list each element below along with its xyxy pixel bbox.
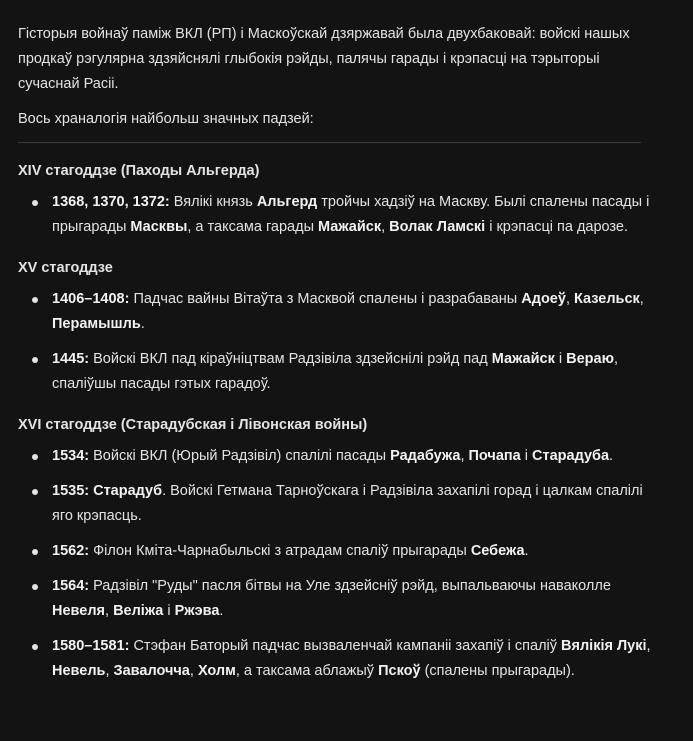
highlight-text: Вераю [566, 351, 614, 367]
highlight-text: Старадуба [532, 448, 610, 464]
event-text: . [140, 316, 145, 332]
event-text: , [646, 638, 651, 654]
event-text: , [189, 663, 198, 679]
event-text: , спаліўшы пасады гэтых гарадоў. [52, 351, 618, 392]
event-text: і крэпасці па дарозе. [485, 219, 629, 235]
highlight-text: Вялікія Лукі [561, 638, 647, 654]
highlight-text: Завалочча [113, 663, 190, 679]
highlight-text: 1580–1581: [52, 638, 130, 654]
event-item [52, 634, 653, 684]
highlight-text: Невель [52, 663, 106, 679]
event-item [52, 190, 653, 240]
event-text: , а таксама аблажыў [235, 663, 379, 679]
event-text: , [381, 219, 390, 235]
highlight-text: Веліжа [113, 603, 164, 619]
event-list [18, 287, 653, 397]
event-item [52, 479, 653, 529]
event-text: Войскі ВКЛ пад кіраўніцтвам Радзівіла здзейснілі рэйд пад [89, 351, 492, 367]
highlight-text: Невеля [52, 603, 105, 619]
event-text: і [554, 351, 567, 367]
event-text: Радзівіл "Руды" пасля бітвы на Уле здзейсніў рэйд, выпальваючы наваколле [89, 578, 611, 594]
highlight-text: 1445: [52, 351, 90, 367]
event-text: , [105, 663, 114, 679]
intro-lead-in: Вось храналогія найбольш значных падзей: [18, 111, 314, 127]
event-text: Філон Кміта-Чарнабыльскі з атрадам спаліў прыгарады [89, 543, 471, 559]
highlight-text: Радабужа [390, 448, 461, 464]
highlight-text: Перамышль [52, 316, 141, 332]
highlight-text: Холм [197, 663, 236, 679]
event-text: (спалены прыгарады). [420, 663, 575, 679]
section-title: XIV стагоддзе (Паходы Альгерда) [18, 163, 260, 179]
event-item [52, 574, 653, 624]
highlight-text: Казельск [574, 291, 640, 307]
event-item [52, 287, 653, 337]
highlight-text: Волак Ламскі [389, 219, 486, 235]
event-text: , [105, 603, 114, 619]
highlight-text: 1368, 1370, 1372: [52, 194, 170, 210]
highlight-text: Ржэва [174, 603, 220, 619]
highlight-text: 1564: [52, 578, 90, 594]
highlight-text: Масквы [130, 219, 188, 235]
event-text: . Войскі Гетмана Тарноўскага і Радзівіла захапілі горад і цалкам спалілі яго крэпасць. [52, 483, 643, 524]
event-text: Войскі ВКЛ (Юрый Радзівіл) спалілі пасады [89, 448, 391, 464]
event-text: , [565, 291, 574, 307]
highlight-text: Почапа [468, 448, 521, 464]
event-text: і [163, 603, 175, 619]
event-item [52, 539, 653, 564]
section-title: XVI стагоддзе (Старадубская і Лівонская войны) [18, 417, 368, 433]
event-text: . [219, 603, 224, 619]
timeline [18, 159, 653, 684]
highlight-text: Альгерд [256, 194, 318, 210]
event-text: , [639, 291, 644, 307]
highlight-text: Пскоў [378, 663, 421, 679]
event-text: Вялікі князь [169, 194, 257, 210]
highlight-text: Себежа [470, 543, 525, 559]
divider [18, 142, 641, 143]
event-text: тройчы хадзіў на Маскву. Былі спалены пасады і прыгарады [52, 194, 650, 235]
event-text: Падчас вайны Вітаўта з Масквой спалены і разрабаваны [129, 291, 522, 307]
event-list [18, 190, 653, 240]
event-text: , а таксама гарады [187, 219, 319, 235]
highlight-text: 1535: Старадуб [52, 483, 163, 499]
highlight-text: 1534: [52, 448, 90, 464]
highlight-text: Мажайск [491, 351, 555, 367]
section-title: XV стагоддзе [18, 260, 113, 276]
highlight-text: 1562: [52, 543, 90, 559]
event-text: . [524, 543, 529, 559]
event-text: Стэфан Баторый падчас вызваленчай кампаніі захапіў і спаліў [129, 638, 562, 654]
event-item [52, 444, 653, 469]
intro-paragraph: Гісторыя войнаў паміж ВКЛ (РП) і Маскоўскай дзяржавай была двухбаковай: войскі нашых продкаў рэгулярна здзяйснялі глыбокія рэйды, палячы гарады і крэпасці на тэрыторыі сучаснай Расіі. [18, 26, 630, 92]
event-text: . [609, 448, 614, 464]
event-text: і [520, 448, 533, 464]
highlight-text: Мажайск [318, 219, 382, 235]
event-text: , [460, 448, 469, 464]
event-item [52, 347, 653, 397]
highlight-text: Адоеў [521, 291, 566, 307]
event-list [18, 444, 653, 684]
highlight-text: 1406–1408: [52, 291, 130, 307]
